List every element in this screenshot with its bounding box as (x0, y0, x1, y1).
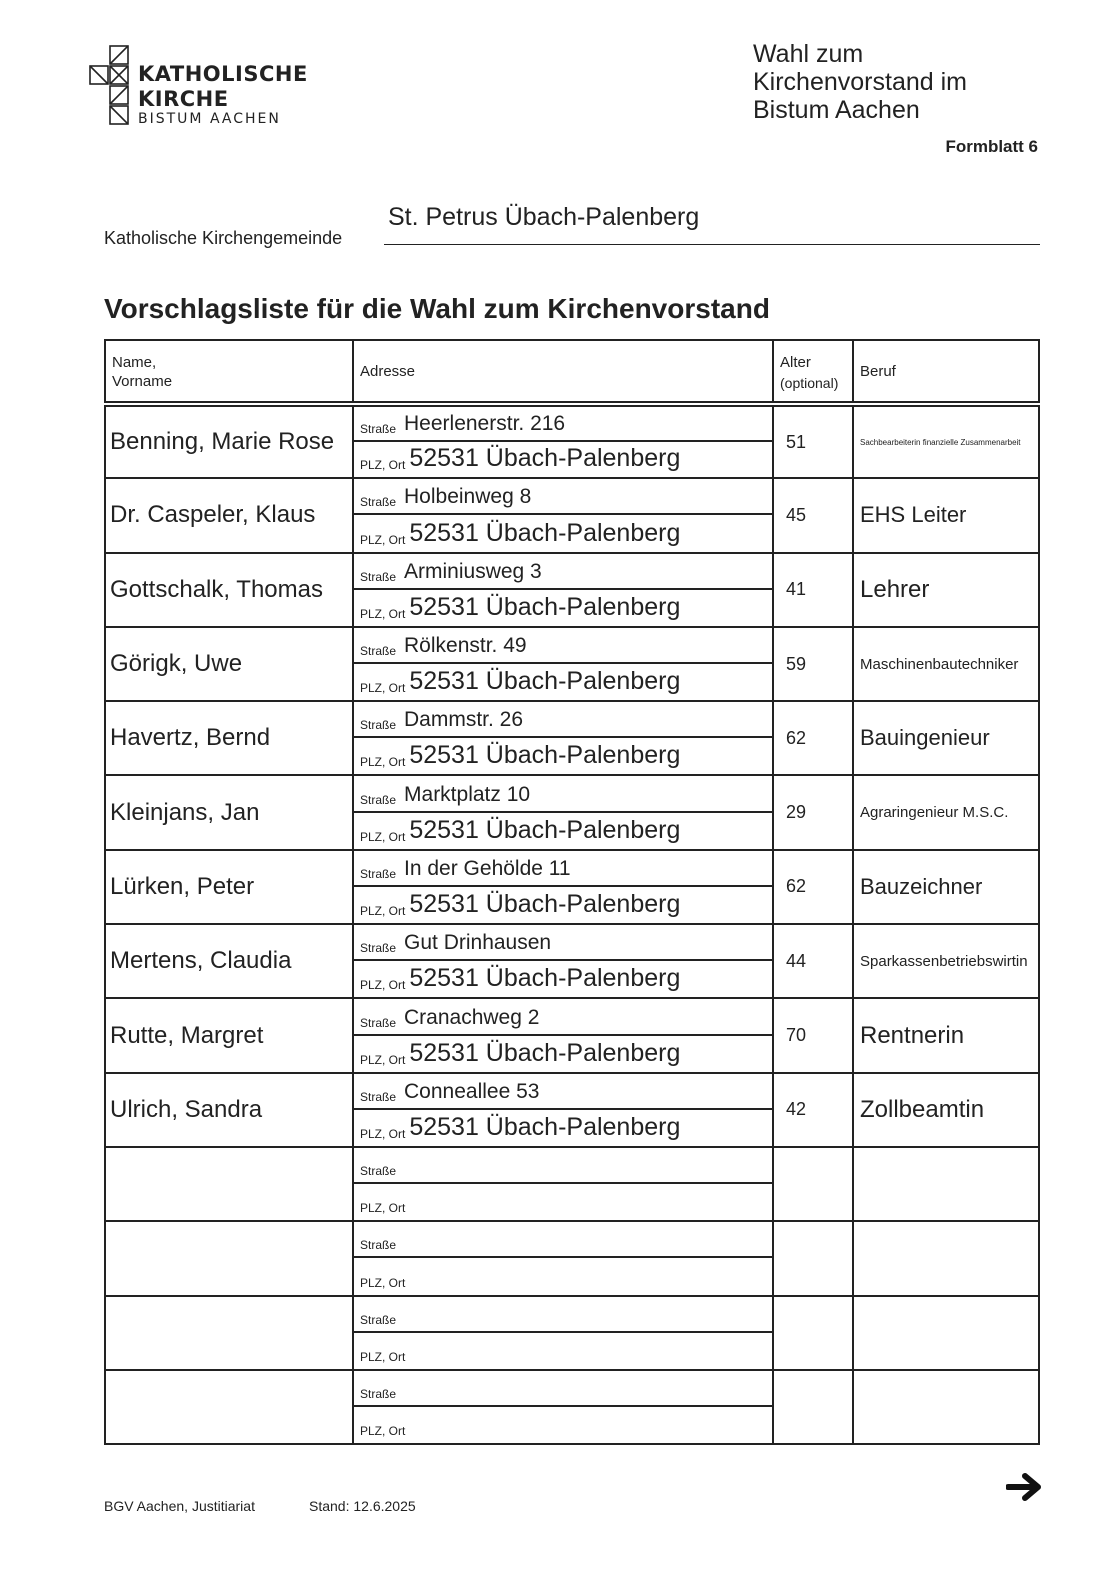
candidate-age-text: 70 (786, 1025, 807, 1046)
candidate-age-text: 29 (786, 802, 807, 823)
candidate-job (852, 407, 1038, 477)
candidate-address (352, 851, 772, 923)
header-address: Adresse (352, 341, 772, 401)
candidate-name (106, 628, 352, 700)
candidate-job (852, 1222, 1038, 1294)
candidate-age-text: 59 (786, 653, 807, 674)
street-line (354, 554, 772, 590)
street-label: Straße (360, 941, 397, 956)
street-label: Straße (360, 792, 397, 807)
candidate-job-text: Zollbeamtin (860, 1095, 985, 1123)
street-line (354, 999, 772, 1035)
city-value: 52531 Übach-Palenberg (409, 741, 681, 770)
candidate-job-text: Lehrer (860, 575, 930, 603)
candidate-address (352, 1148, 772, 1220)
parish-underline (384, 244, 1040, 245)
city-line (354, 1333, 772, 1369)
candidate-age-text: 51 (786, 431, 807, 452)
candidate-job (852, 1148, 1038, 1220)
candidate-name (106, 1074, 352, 1146)
header-age-line1: Alter (780, 354, 811, 371)
city-line (354, 1036, 772, 1072)
candidate-job-text: Bauzeichner (860, 873, 983, 899)
candidate-job-text: Sparkassenbetriebswirtin (860, 952, 1028, 970)
candidate-address (352, 702, 772, 774)
candidate-address (352, 925, 772, 997)
candidate-age (772, 851, 852, 923)
table-row (104, 1074, 1040, 1148)
city-label: PLZ, Ort (360, 458, 406, 473)
candidate-name-text: Mertens, Claudia (110, 947, 292, 975)
candidate-job-text: Maschinenbautechniker (860, 655, 1019, 673)
candidate-name-text: Benning, Marie Rose (110, 428, 335, 456)
header-job: Beruf (852, 341, 1038, 401)
candidate-name-text: Rutte, Margret (110, 1021, 264, 1049)
header-age (772, 341, 852, 401)
candidate-address (352, 1222, 772, 1294)
candidate-age (772, 1371, 852, 1443)
candidate-age-text: 44 (786, 950, 807, 971)
street-line (354, 1074, 772, 1110)
candidate-age (772, 554, 852, 626)
city-value: 52531 Übach-Palenberg (409, 1038, 681, 1067)
candidate-job (852, 702, 1038, 774)
candidate-address (352, 554, 772, 626)
city-label: PLZ, Ort (360, 1349, 406, 1364)
candidate-name-text: Gottschalk, Thomas (110, 575, 323, 603)
city-line (354, 515, 772, 551)
candidate-name (106, 407, 352, 477)
candidate-age (772, 1074, 852, 1146)
city-value: 52531 Übach-Palenberg (409, 815, 681, 844)
table-header (104, 339, 1040, 403)
city-label: PLZ, Ort (360, 606, 406, 621)
candidate-name (106, 1222, 352, 1294)
street-value: Cranachweg 2 (404, 1005, 540, 1029)
street-label: Straße (360, 866, 397, 881)
table-body (104, 405, 1040, 1445)
street-label: Straße (360, 1387, 397, 1401)
candidate-job-text: Agraringenieur M.S.C. (860, 804, 1009, 822)
candidate-address (352, 776, 772, 848)
election-title-line: Kirchenvorstand im (753, 68, 967, 96)
street-line (354, 925, 772, 961)
candidate-name (106, 1297, 352, 1369)
candidate-name-text: Lürken, Peter (110, 872, 255, 900)
candidate-age-text: 62 (786, 876, 807, 897)
street-value: Dammstr. 26 (404, 708, 524, 732)
footer-office: BGV Aachen, Justitiariat (104, 1498, 255, 1514)
logo-text-line3: BISTUM AACHEN (138, 111, 281, 127)
table-row (104, 776, 1040, 850)
city-value: 52531 Übach-Palenberg (409, 518, 681, 547)
header-name-line1: Name, (112, 354, 157, 371)
street-line (354, 1148, 772, 1184)
candidate-job (852, 554, 1038, 626)
candidate-address (352, 479, 772, 551)
election-title-line: Bistum Aachen (753, 96, 920, 124)
candidate-name-text: Ulrich, Sandra (110, 1095, 263, 1123)
candidate-name-text: Havertz, Bernd (110, 724, 271, 752)
street-line (354, 776, 772, 812)
logo-text-line2: KIRCHE (138, 87, 229, 111)
candidate-job (852, 925, 1038, 997)
city-line (354, 1258, 772, 1294)
candidate-name (106, 1371, 352, 1443)
city-value: 52531 Übach-Palenberg (409, 890, 681, 919)
candidate-job (852, 1074, 1038, 1146)
city-label: PLZ, Ort (360, 1126, 406, 1141)
street-label: Straße (360, 1015, 397, 1030)
city-line (354, 1407, 772, 1443)
city-line (354, 738, 772, 774)
table-row (104, 405, 1040, 479)
table-row (104, 999, 1040, 1073)
candidate-job (852, 479, 1038, 551)
candidate-name (106, 479, 352, 551)
city-label: PLZ, Ort (360, 1424, 406, 1439)
candidate-address (352, 407, 772, 477)
header-name-line2: Vorname (112, 373, 173, 390)
street-value: Gut Drinhausen (404, 931, 552, 955)
candidate-address (352, 628, 772, 700)
city-value: 52531 Übach-Palenberg (409, 444, 681, 473)
candidate-job-text: EHS Leiter (860, 502, 967, 528)
table-row (104, 851, 1040, 925)
candidate-age (772, 999, 852, 1071)
candidate-age (772, 925, 852, 997)
street-label: Straße (360, 422, 397, 437)
city-line (354, 1184, 772, 1220)
candidate-age-text: 45 (786, 504, 807, 525)
city-line (354, 1110, 772, 1146)
city-value: 52531 Übach-Palenberg (409, 1112, 681, 1141)
candidate-job-text: Rentnerin (860, 1021, 965, 1049)
city-label: PLZ, Ort (360, 1052, 406, 1067)
form-number: Formblatt 6 (945, 137, 1038, 156)
table-row (104, 554, 1040, 628)
candidate-table (104, 339, 1040, 1445)
candidate-name-text: Dr. Caspeler, Klaus (110, 501, 316, 529)
city-label: PLZ, Ort (360, 532, 406, 547)
candidate-name (106, 1148, 352, 1220)
candidate-name (106, 776, 352, 848)
street-value: Holbeinweg 8 (404, 485, 532, 509)
parish-label: Katholische Kirchengemeinde (104, 228, 343, 248)
candidate-name (106, 999, 352, 1071)
candidate-address (352, 1074, 772, 1146)
street-line (354, 1222, 772, 1258)
table-row (104, 1297, 1040, 1371)
city-label: PLZ, Ort (360, 681, 406, 696)
header-age-line2: (optional) (780, 375, 839, 391)
street-line (354, 479, 772, 515)
candidate-address (352, 1297, 772, 1369)
city-line (354, 813, 772, 849)
city-label: PLZ, Ort (360, 829, 406, 844)
city-label: PLZ, Ort (360, 755, 406, 770)
city-value: 52531 Übach-Palenberg (409, 667, 681, 696)
candidate-age (772, 702, 852, 774)
candidate-job (852, 1297, 1038, 1369)
candidate-age (772, 1148, 852, 1220)
candidate-age-text: 62 (786, 727, 807, 748)
candidate-age-text: 41 (786, 579, 807, 600)
candidate-job (852, 776, 1038, 848)
table-row (104, 1371, 1040, 1445)
candidate-job (852, 999, 1038, 1071)
footer-version: Stand: 12.6.2025 (309, 1498, 416, 1514)
street-value: Marktplatz 10 (404, 782, 531, 806)
street-line (354, 407, 772, 442)
street-label: Straße (360, 569, 397, 584)
city-value: 52531 Übach-Palenberg (409, 964, 681, 993)
street-line (354, 1297, 772, 1333)
candidate-job (852, 1371, 1038, 1443)
candidate-age (772, 776, 852, 848)
street-value: Arminiusweg 3 (404, 559, 542, 583)
list-title: Vorschlagsliste für die Wahl zum Kirchenvorstand (104, 293, 770, 324)
city-label: PLZ, Ort (360, 904, 406, 919)
street-line (354, 851, 772, 887)
street-label: Straße (360, 718, 397, 733)
city-line (354, 442, 772, 477)
candidate-age (772, 479, 852, 551)
table-row (104, 1222, 1040, 1296)
candidate-name (106, 925, 352, 997)
street-label: Straße (360, 1312, 397, 1327)
street-value: Heerlenerstr. 216 (404, 412, 566, 436)
street-line (354, 628, 772, 664)
candidate-age (772, 1222, 852, 1294)
candidate-name-text: Kleinjans, Jan (110, 798, 260, 826)
city-line (354, 664, 772, 700)
city-line (354, 961, 772, 997)
logo-text-line1: KATHOLISCHE (138, 62, 308, 86)
street-label: Straße (360, 644, 397, 659)
street-label: Straße (360, 1089, 397, 1104)
candidate-name (106, 702, 352, 774)
candidate-name-text: Görigk, Uwe (110, 650, 243, 678)
table-row (104, 628, 1040, 702)
candidate-address (352, 1371, 772, 1443)
street-value: In der Gehölde 11 (404, 856, 571, 880)
city-value: 52531 Übach-Palenberg (409, 592, 681, 621)
candidate-name (106, 554, 352, 626)
parish-name: St. Petrus Übach-Palenberg (388, 203, 700, 231)
candidate-job (852, 851, 1038, 923)
city-label: PLZ, Ort (360, 1275, 406, 1290)
candidate-age (772, 407, 852, 477)
header-name (106, 341, 352, 401)
arrow-right-icon (1006, 1472, 1044, 1502)
cross-logo-icon (88, 44, 134, 130)
candidate-age (772, 628, 852, 700)
table-row (104, 702, 1040, 776)
candidate-age-text: 42 (786, 1099, 807, 1120)
street-label: Straße (360, 1164, 397, 1179)
city-label: PLZ, Ort (360, 1201, 406, 1216)
table-row (104, 925, 1040, 999)
street-label: Straße (360, 1238, 397, 1253)
street-line (354, 702, 772, 738)
city-line (354, 887, 772, 923)
election-title (753, 40, 967, 124)
street-value: Rölkenstr. 49 (404, 634, 527, 658)
table-row (104, 1148, 1040, 1222)
candidate-name (106, 851, 352, 923)
city-label: PLZ, Ort (360, 978, 406, 993)
city-line (354, 590, 772, 626)
table-row (104, 479, 1040, 553)
street-value: Conneallee 53 (404, 1079, 540, 1103)
street-line (354, 1371, 772, 1407)
candidate-job-text: Sachbearbeiterin finanzielle Zusammenarbeit (860, 437, 1021, 447)
candidate-age (772, 1297, 852, 1369)
election-title-line: Wahl zum (753, 40, 864, 68)
candidate-job-text: Bauingenieur (860, 725, 990, 751)
street-label: Straße (360, 495, 397, 510)
candidate-job (852, 628, 1038, 700)
candidate-address (352, 999, 772, 1071)
